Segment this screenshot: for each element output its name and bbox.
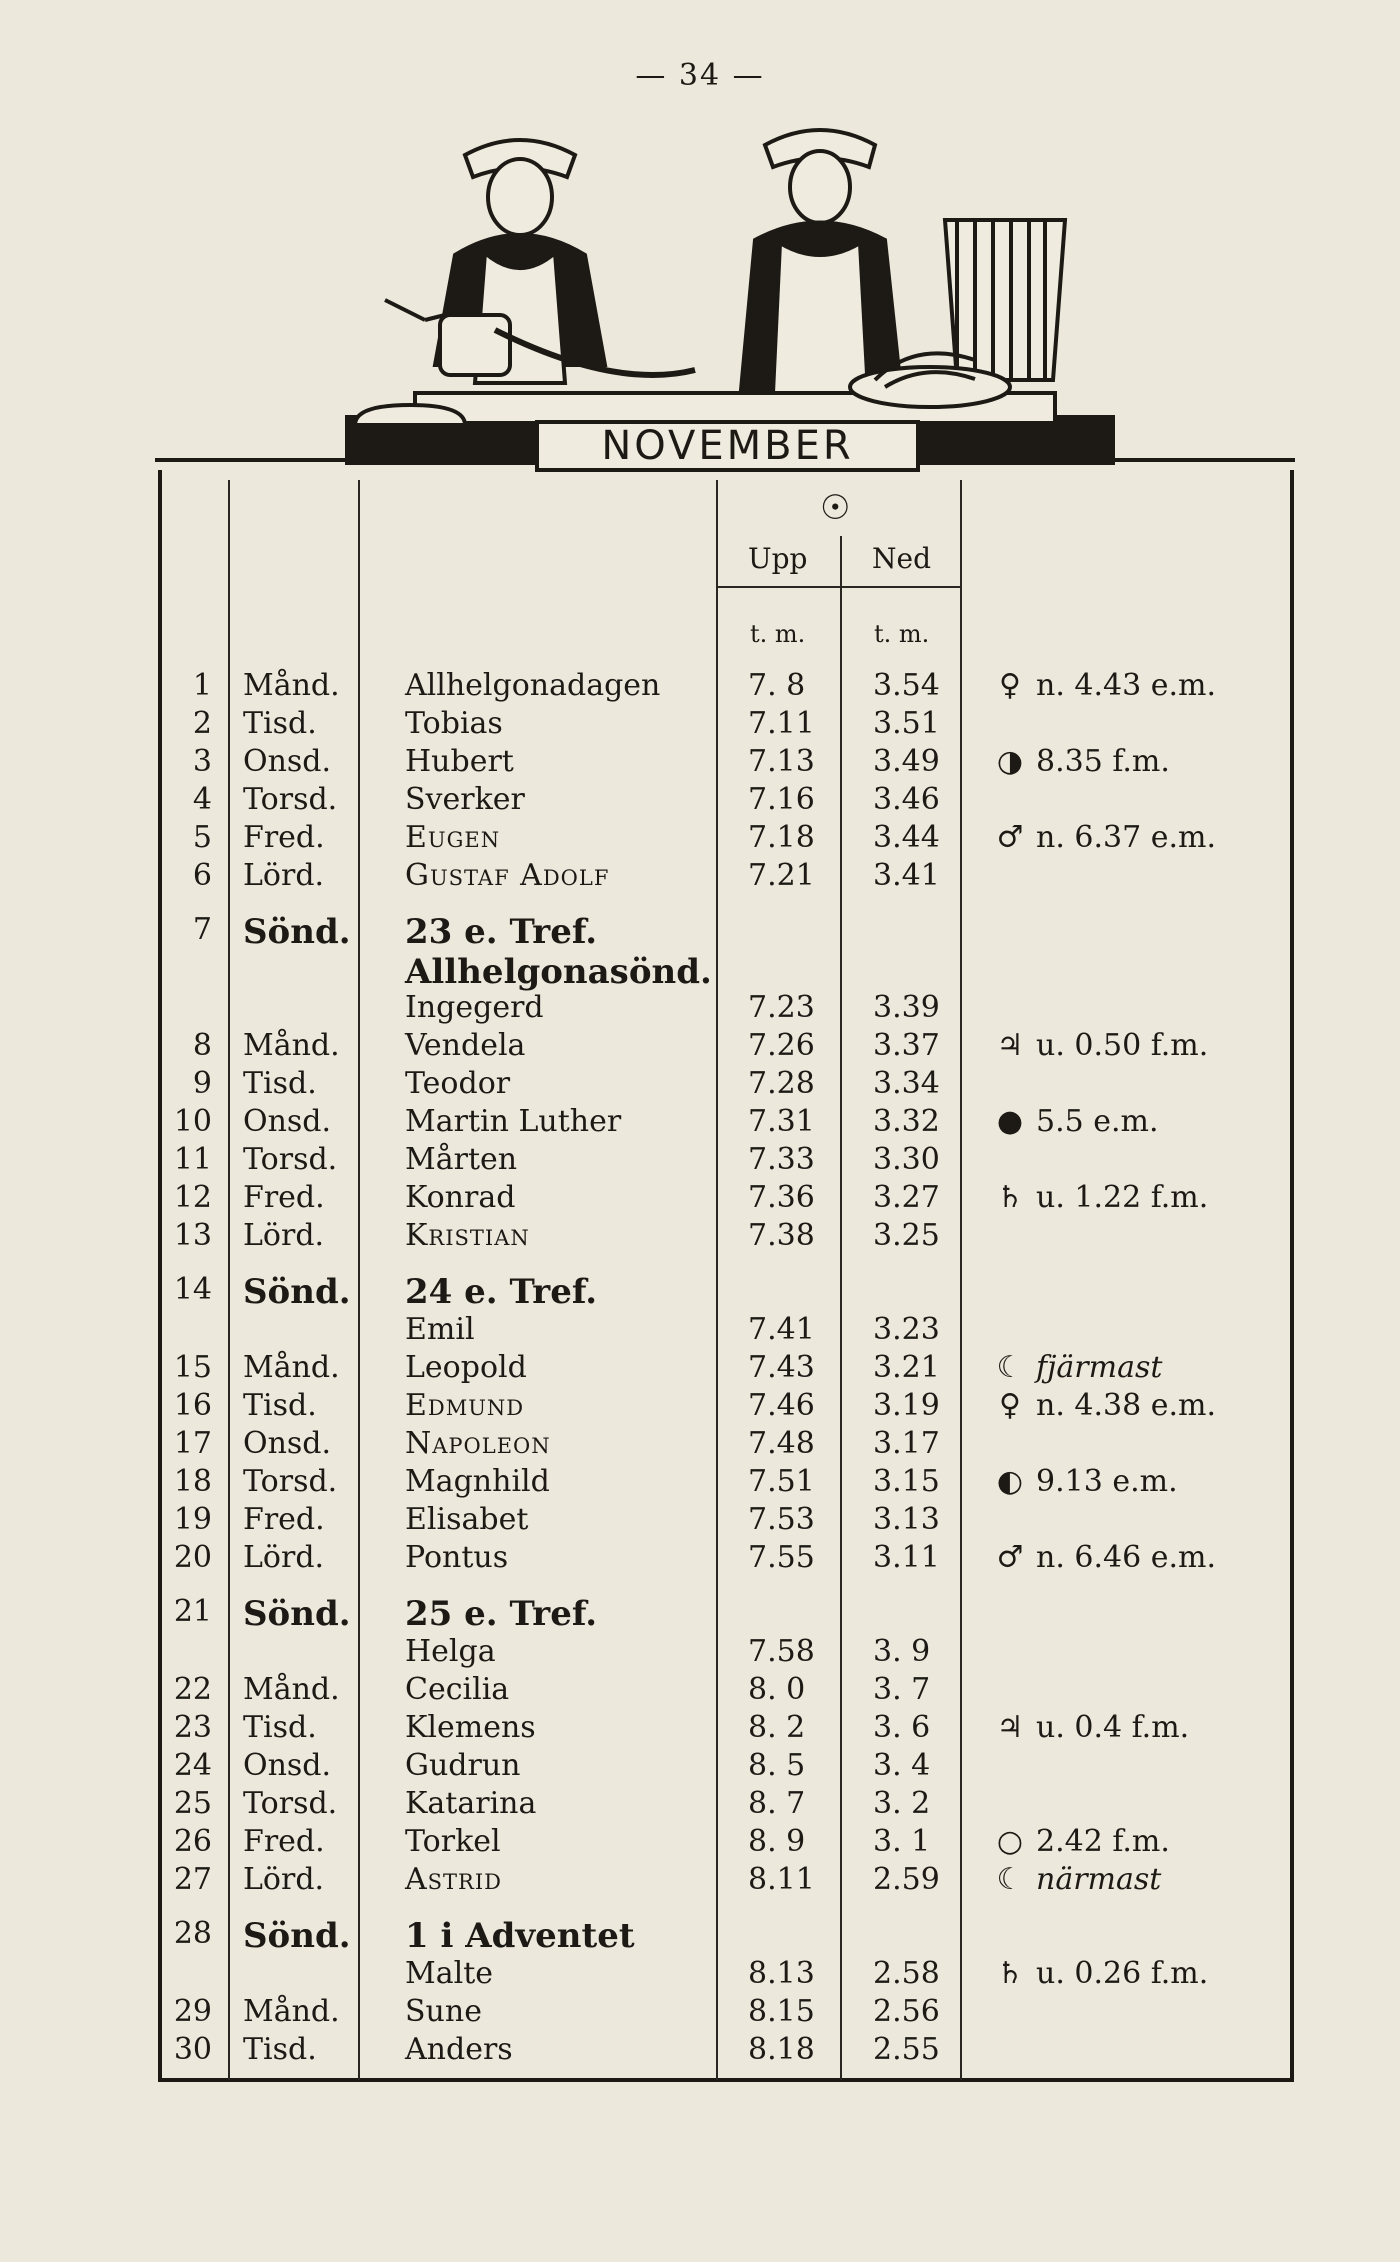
astronomy-note — [990, 1710, 1189, 1745]
day-number: 30 — [173, 2032, 212, 2067]
weekday: Tisd. — [243, 1388, 317, 1423]
sausage-makers-illustration — [345, 125, 1115, 465]
sunrise-time: 7.43 — [748, 1350, 815, 1385]
sunrise-time: 8.13 — [748, 1956, 815, 1991]
calendar-row — [0, 1104, 1400, 1142]
weekday: Tisd. — [243, 706, 317, 741]
name-day: Edmund — [405, 1388, 525, 1423]
calendar-row — [0, 952, 1400, 990]
weekday: Månd. — [243, 1028, 340, 1063]
astro-symbol-icon: ♃ — [996, 1710, 1024, 1745]
weekday: Fred. — [243, 1824, 325, 1859]
sunrise-time: 7.26 — [748, 1028, 815, 1063]
sunset-time: 3.39 — [873, 990, 940, 1025]
astro-text: 8.35 f.m. — [1036, 744, 1170, 779]
sunrise-time: 8. 0 — [748, 1672, 806, 1707]
calendar-row — [0, 1312, 1400, 1350]
astronomy-note — [990, 1862, 1161, 1897]
day-number: 25 — [173, 1786, 212, 1821]
name-day: Malte — [405, 1956, 494, 1991]
month-banner: NOVEMBER — [535, 420, 920, 472]
sunrise-time: 7.36 — [748, 1180, 815, 1215]
weekday: Torsd. — [243, 1142, 338, 1177]
sunrise-time: 7.51 — [748, 1464, 815, 1499]
calendar-row — [0, 2032, 1400, 2070]
weekday: Sönd. — [243, 1272, 351, 1312]
weekday: Onsd. — [243, 1104, 332, 1139]
astro-symbol-icon: ♄ — [996, 1180, 1024, 1215]
day-number: 20 — [173, 1540, 212, 1575]
calendar-row — [0, 1748, 1400, 1786]
day-number: 6 — [192, 858, 212, 893]
sunset-time: 3.27 — [873, 1180, 940, 1215]
day-number: 17 — [173, 1426, 212, 1461]
day-number: 19 — [173, 1502, 212, 1537]
day-number: 24 — [173, 1748, 212, 1783]
sunset-time: 3.44 — [873, 820, 940, 855]
calendar-row — [0, 1180, 1400, 1218]
calendar-row — [0, 1956, 1400, 1994]
astronomy-note — [990, 744, 1170, 779]
calendar-row — [0, 1464, 1400, 1502]
day-number: 1 — [192, 668, 212, 703]
weekday: Onsd. — [243, 1426, 332, 1461]
calendar-row — [0, 1350, 1400, 1388]
astronomy-note — [990, 1388, 1216, 1423]
name-day: Vendela — [405, 1028, 526, 1063]
sunset-time: 3.19 — [873, 1388, 940, 1423]
sunset-time: 2.55 — [873, 2032, 940, 2067]
sunset-time: 3.30 — [873, 1142, 940, 1177]
day-number: 13 — [173, 1218, 212, 1253]
sunrise-time: 8. 5 — [748, 1748, 806, 1783]
day-number: 14 — [173, 1272, 212, 1307]
day-number: 11 — [173, 1142, 212, 1177]
name-day: Anders — [405, 2032, 513, 2067]
day-number: 10 — [173, 1104, 212, 1139]
weekday: Lörd. — [243, 1218, 325, 1253]
astro-symbol-icon: ♀ — [999, 1388, 1021, 1423]
sunset-time: 3.15 — [873, 1464, 940, 1499]
calendar-row — [0, 744, 1400, 782]
astronomy-note — [990, 1180, 1208, 1215]
sunrise-time: 7.31 — [748, 1104, 815, 1139]
calendar-row — [0, 1862, 1400, 1900]
sunset-time: 3.51 — [873, 706, 940, 741]
sunset-time: 3.37 — [873, 1028, 940, 1063]
sunrise-time: 8.18 — [748, 2032, 815, 2067]
astro-symbol-icon: ☾ — [996, 1350, 1024, 1385]
astronomy-note — [990, 1540, 1216, 1575]
sunrise-time: 8. 2 — [748, 1710, 806, 1745]
astro-symbol-icon: ● — [996, 1104, 1024, 1139]
sunset-time: 3.23 — [873, 1312, 940, 1347]
sunrise-time: 7.53 — [748, 1502, 815, 1537]
sunrise-time: 7.48 — [748, 1426, 815, 1461]
astronomy-note — [990, 668, 1216, 703]
day-number: 26 — [173, 1824, 212, 1859]
calendar-row — [0, 1028, 1400, 1066]
astro-symbol-icon: ♀ — [999, 668, 1021, 703]
sunset-time: 3. 9 — [873, 1634, 931, 1669]
sunrise-time: 8. 7 — [748, 1786, 806, 1821]
name-day: Allhelgonadagen — [405, 668, 661, 703]
astro-text: u. 1.22 f.m. — [1036, 1180, 1209, 1215]
sunset-time: 2.56 — [873, 1994, 940, 2029]
astronomy-note — [990, 1956, 1208, 1991]
name-day: Eugen — [405, 820, 501, 855]
astro-text: 9.13 e.m. — [1036, 1464, 1178, 1499]
sunrise-time: 7.21 — [748, 858, 815, 893]
day-number: 29 — [173, 1994, 212, 2029]
sunrise-time: 7.13 — [748, 744, 815, 779]
calendar-row — [0, 782, 1400, 820]
sunrise-time: 7.18 — [748, 820, 815, 855]
calendar-row — [0, 1388, 1400, 1426]
calendar-row — [0, 990, 1400, 1028]
sunrise-time: 7.23 — [748, 990, 815, 1025]
astro-text: 2.42 f.m. — [1036, 1824, 1170, 1859]
calendar-row — [0, 1066, 1400, 1104]
name-day: Gustaf Adolf — [405, 858, 610, 893]
sunset-time: 3. 7 — [873, 1672, 931, 1707]
sunrise-time: 7.58 — [748, 1634, 815, 1669]
day-number: 8 — [192, 1028, 212, 1063]
name-day: Teodor — [405, 1066, 511, 1101]
day-number: 23 — [173, 1710, 212, 1745]
weekday: Månd. — [243, 1350, 340, 1385]
astronomy-note — [990, 1104, 1159, 1139]
name-day: Cecilia — [405, 1672, 510, 1707]
calendar-row — [0, 1786, 1400, 1824]
name-day: Magnhild — [405, 1464, 550, 1499]
weekday: Fred. — [243, 1502, 325, 1537]
weekday: Månd. — [243, 1994, 340, 2029]
sunset-time: 3.49 — [873, 744, 940, 779]
astro-text: u. 0.26 f.m. — [1036, 1956, 1209, 1991]
sunset-time: 3.11 — [873, 1540, 940, 1575]
astro-text: n. 4.38 e.m. — [1036, 1388, 1216, 1423]
sunset-time: 3.25 — [873, 1218, 940, 1253]
sunset-time: 3. 6 — [873, 1710, 931, 1745]
name-day: 25 e. Tref. — [405, 1594, 598, 1634]
sunrise-time: 7.33 — [748, 1142, 815, 1177]
calendar-row — [0, 1594, 1400, 1632]
weekday: Tisd. — [243, 1066, 317, 1101]
astro-text: 5.5 e.m. — [1036, 1104, 1159, 1139]
weekday: Torsd. — [243, 782, 338, 817]
calendar-row — [0, 1426, 1400, 1464]
set-unit: t. m. — [874, 620, 930, 648]
astronomy-note — [990, 1350, 1162, 1385]
day-number: 28 — [173, 1916, 212, 1951]
sunset-time: 3.21 — [873, 1350, 940, 1385]
name-day: 1 i Adventet — [405, 1916, 635, 1956]
weekday: Sönd. — [243, 1916, 351, 1956]
sunset-time: 3.54 — [873, 668, 940, 703]
astro-text: u. 0.4 f.m. — [1036, 1710, 1190, 1745]
sunrise-time: 8.11 — [748, 1862, 815, 1897]
name-day: Elisabet — [405, 1502, 529, 1537]
weekday: Lörd. — [243, 1540, 325, 1575]
sunset-time: 3.41 — [873, 858, 940, 893]
sun-icon: ☉ — [820, 488, 851, 528]
day-number: 16 — [173, 1388, 212, 1423]
astro-text: n. 4.43 e.m. — [1036, 668, 1216, 703]
calendar-row — [0, 1916, 1400, 1954]
sunrise-time: 7.11 — [748, 706, 815, 741]
day-number: 12 — [173, 1180, 212, 1215]
weekday: Tisd. — [243, 1710, 317, 1745]
weekday: Tisd. — [243, 2032, 317, 2067]
sunset-time: 3. 1 — [873, 1824, 931, 1859]
weekday: Fred. — [243, 820, 325, 855]
name-day: Sverker — [405, 782, 525, 817]
sunset-time: 2.58 — [873, 1956, 940, 1991]
astro-symbol-icon: ☾ — [996, 1862, 1024, 1897]
day-number: 3 — [192, 744, 212, 779]
name-day: Martin Luther — [405, 1104, 622, 1139]
sunset-time: 3.46 — [873, 782, 940, 817]
weekday: Månd. — [243, 1672, 340, 1707]
name-day: Leopold — [405, 1350, 527, 1385]
weekday: Lörd. — [243, 858, 325, 893]
astronomy-note — [990, 820, 1216, 855]
astro-text: n. 6.37 e.m. — [1036, 820, 1216, 855]
astro-symbol-icon: ○ — [996, 1824, 1024, 1859]
name-day: Hubert — [405, 744, 514, 779]
name-day: 24 e. Tref. — [405, 1272, 598, 1312]
weekday: Fred. — [243, 1180, 325, 1215]
astro-symbol-icon: ♂ — [996, 1540, 1024, 1575]
day-number: 9 — [192, 1066, 212, 1101]
name-day: Napoleon — [405, 1426, 551, 1461]
calendar-row — [0, 1218, 1400, 1256]
name-day: Pontus — [405, 1540, 509, 1575]
calendar-row — [0, 858, 1400, 896]
day-number: 21 — [173, 1594, 212, 1629]
sunrise-time: 7.46 — [748, 1388, 815, 1423]
astro-symbol-icon: ◐ — [996, 1464, 1024, 1499]
sunset-time: 3. 4 — [873, 1748, 931, 1783]
astronomy-note — [990, 1824, 1170, 1859]
astro-text: fjärmast — [1036, 1350, 1163, 1385]
calendar-row — [0, 1824, 1400, 1862]
name-day: Helga — [405, 1634, 496, 1669]
weekday: Onsd. — [243, 1748, 332, 1783]
sunrise-time: 7.55 — [748, 1540, 815, 1575]
day-number: 15 — [173, 1350, 212, 1385]
calendar-row — [0, 1540, 1400, 1578]
astronomy-note — [990, 1028, 1208, 1063]
weekday: Sönd. — [243, 912, 351, 952]
sunrise-time: 7.41 — [748, 1312, 815, 1347]
name-day: Klemens — [405, 1710, 536, 1745]
weekday: Torsd. — [243, 1464, 338, 1499]
weekday: Onsd. — [243, 744, 332, 779]
sunset-time: 3.32 — [873, 1104, 940, 1139]
name-day: Sune — [405, 1994, 482, 2029]
name-day: Konrad — [405, 1180, 516, 1215]
sunrise-time: 8.15 — [748, 1994, 815, 2029]
day-number: 4 — [192, 782, 212, 817]
sunrise-time: 8. 9 — [748, 1824, 806, 1859]
sunset-time: 3.34 — [873, 1066, 940, 1101]
day-number: 5 — [192, 820, 212, 855]
weekday: Lörd. — [243, 1862, 325, 1897]
astro-symbol-icon: ◑ — [996, 744, 1024, 779]
name-day: 23 e. Tref. — [405, 912, 598, 952]
calendar-row — [0, 1710, 1400, 1748]
name-day: Gudrun — [405, 1748, 521, 1783]
day-number: 2 — [192, 706, 212, 741]
sunrise-time: 7.16 — [748, 782, 815, 817]
name-day: Astrid — [405, 1862, 503, 1897]
name-day: Emil — [405, 1312, 475, 1347]
sunset-time: 3.17 — [873, 1426, 940, 1461]
name-day: Ingegerd — [405, 990, 544, 1025]
weekday: Torsd. — [243, 1786, 338, 1821]
name-day: Mårten — [405, 1142, 518, 1177]
day-number: 7 — [192, 912, 212, 947]
name-day: Katarina — [405, 1786, 537, 1821]
calendar-row — [0, 1502, 1400, 1540]
name-day: Tobias — [405, 706, 503, 741]
astro-symbol-icon: ♂ — [996, 820, 1024, 855]
calendar-row — [0, 912, 1400, 950]
header-rule — [718, 586, 960, 588]
calendar-row — [0, 1142, 1400, 1180]
calendar-row — [0, 1272, 1400, 1310]
sunrise-time: 7. 8 — [748, 668, 806, 703]
name-day: Torkel — [405, 1824, 501, 1859]
calendar-row — [0, 820, 1400, 858]
name-day: Kristian — [405, 1218, 530, 1253]
astro-text: närmast — [1036, 1862, 1162, 1897]
weekday: Månd. — [243, 668, 340, 703]
weekday: Sönd. — [243, 1594, 351, 1634]
sunset-time: 3.13 — [873, 1502, 940, 1537]
sunrise-time: 7.38 — [748, 1218, 815, 1253]
astro-text: n. 6.46 e.m. — [1036, 1540, 1216, 1575]
name-day: Allhelgonasönd. — [405, 952, 712, 992]
astro-text: u. 0.50 f.m. — [1036, 1028, 1209, 1063]
calendar-row — [0, 668, 1400, 706]
rise-unit: t. m. — [750, 620, 806, 648]
calendar-row — [0, 706, 1400, 744]
calendar-row — [0, 1672, 1400, 1710]
sunset-time: 2.59 — [873, 1862, 940, 1897]
set-header: Ned — [872, 542, 931, 575]
day-number: 22 — [173, 1672, 212, 1707]
astro-symbol-icon: ♄ — [996, 1956, 1024, 1991]
day-number: 18 — [173, 1464, 212, 1499]
sunrise-time: 7.28 — [748, 1066, 815, 1101]
calendar-row — [0, 1994, 1400, 2032]
day-number: 27 — [173, 1862, 212, 1897]
calendar-row — [0, 1634, 1400, 1672]
rise-header: Upp — [748, 542, 808, 575]
astro-symbol-icon: ♃ — [996, 1028, 1024, 1063]
sunset-time: 3. 2 — [873, 1786, 931, 1821]
astronomy-note — [990, 1464, 1178, 1499]
page-number: — 34 — — [635, 58, 765, 93]
